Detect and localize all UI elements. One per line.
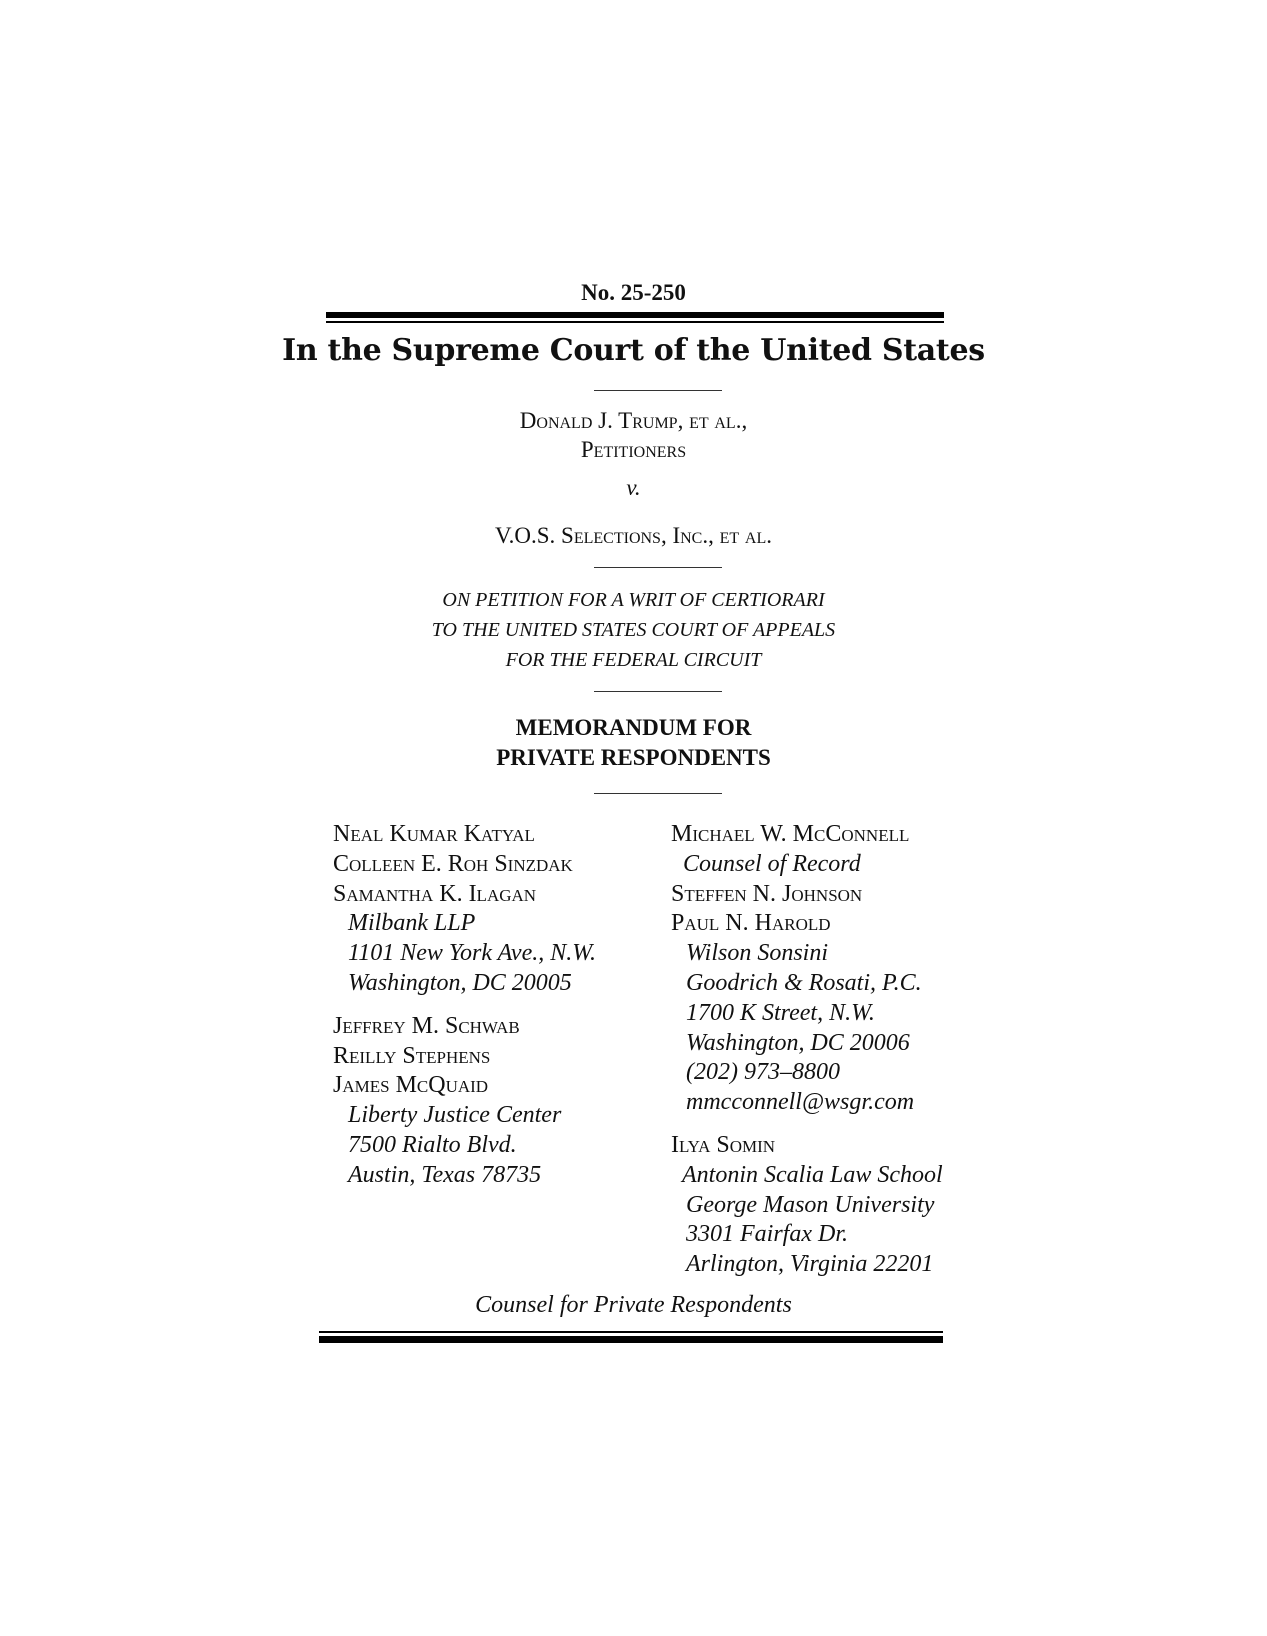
counsel-of-record-name: Michael W. McConnell — [671, 821, 910, 847]
bottom-rule-thick — [319, 1336, 943, 1343]
petition-line: ON PETITION FOR A WRIT OF CERTIORARI — [442, 589, 825, 611]
address-line: 7500 Rialto Blvd. — [348, 1131, 517, 1158]
address-line: George Mason University — [686, 1191, 935, 1218]
petition-line: FOR THE FEDERAL CIRCUIT — [505, 649, 762, 671]
address-line: 1700 K Street, N.W. — [686, 999, 875, 1026]
address-line: Washington, DC 20006 — [686, 1029, 910, 1056]
respondent: V.O.S. Selections, Inc., et al. — [495, 523, 772, 548]
petitioner-role: Petitioners — [580, 437, 687, 462]
counsel-name: Paul N. Harold — [671, 910, 831, 937]
counsel-name: Reilly Stephens — [333, 1042, 491, 1069]
address-line: 3301 Fairfax Dr. — [686, 1221, 848, 1248]
top-rule-thin — [326, 321, 944, 323]
counsel-for-label: Counsel for Private Respondents — [475, 1292, 792, 1318]
document-title: PRIVATE RESPONDENTS — [496, 745, 771, 770]
top-rule-thick — [326, 312, 944, 318]
address-line: Antonin Scalia Law School — [682, 1161, 943, 1188]
counsel-name: Neal Kumar Katyal — [333, 821, 535, 847]
petitioner: Donald J. Trump, et al., — [519, 408, 748, 433]
address-line: Liberty Justice Center — [348, 1102, 562, 1129]
address-line: Washington, DC 20005 — [348, 969, 572, 996]
address-line: Austin, Texas 78735 — [348, 1161, 542, 1188]
divider — [594, 691, 722, 692]
address-line: 1101 New York Ave., N.W. — [348, 940, 597, 967]
counsel-name: Samantha K. Ilagan — [333, 880, 537, 907]
counsel-of-record-note: Counsel of Record — [683, 850, 861, 877]
address-line: Arlington, Virginia 22201 — [686, 1251, 934, 1278]
versus: v. — [626, 475, 641, 500]
address-line: Goodrich & Rosati, P.C. — [686, 969, 922, 996]
counsel-name: James McQuaid — [333, 1072, 489, 1099]
petition-line: TO THE UNITED STATES COURT OF APPEALS — [431, 619, 836, 641]
court-name: In the Supreme Court of the United States — [282, 333, 985, 368]
divider — [594, 567, 722, 568]
address-line: Milbank LLP — [348, 910, 476, 937]
divider — [594, 793, 722, 794]
counsel-name: Ilya Somin — [671, 1131, 776, 1158]
email-link[interactable]: mmcconnell@wsgr.com — [686, 1089, 915, 1116]
counsel-left-column — [333, 820, 596, 1191]
address-line: Wilson Sonsini — [686, 940, 829, 967]
bottom-rule-thin — [319, 1331, 943, 1333]
counsel-name: Jeffrey M. Schwab — [333, 1012, 520, 1039]
counsel-name: Steffen N. Johnson — [671, 880, 863, 907]
counsel-name: Colleen E. Roh Sinzdak — [333, 850, 573, 877]
phone: (202) 973–8800 — [686, 1059, 840, 1086]
divider — [594, 390, 722, 391]
document-title: MEMORANDUM FOR — [515, 715, 752, 740]
docket-number: No. 25-250 — [581, 280, 686, 305]
counsel-right-column — [671, 820, 943, 1280]
